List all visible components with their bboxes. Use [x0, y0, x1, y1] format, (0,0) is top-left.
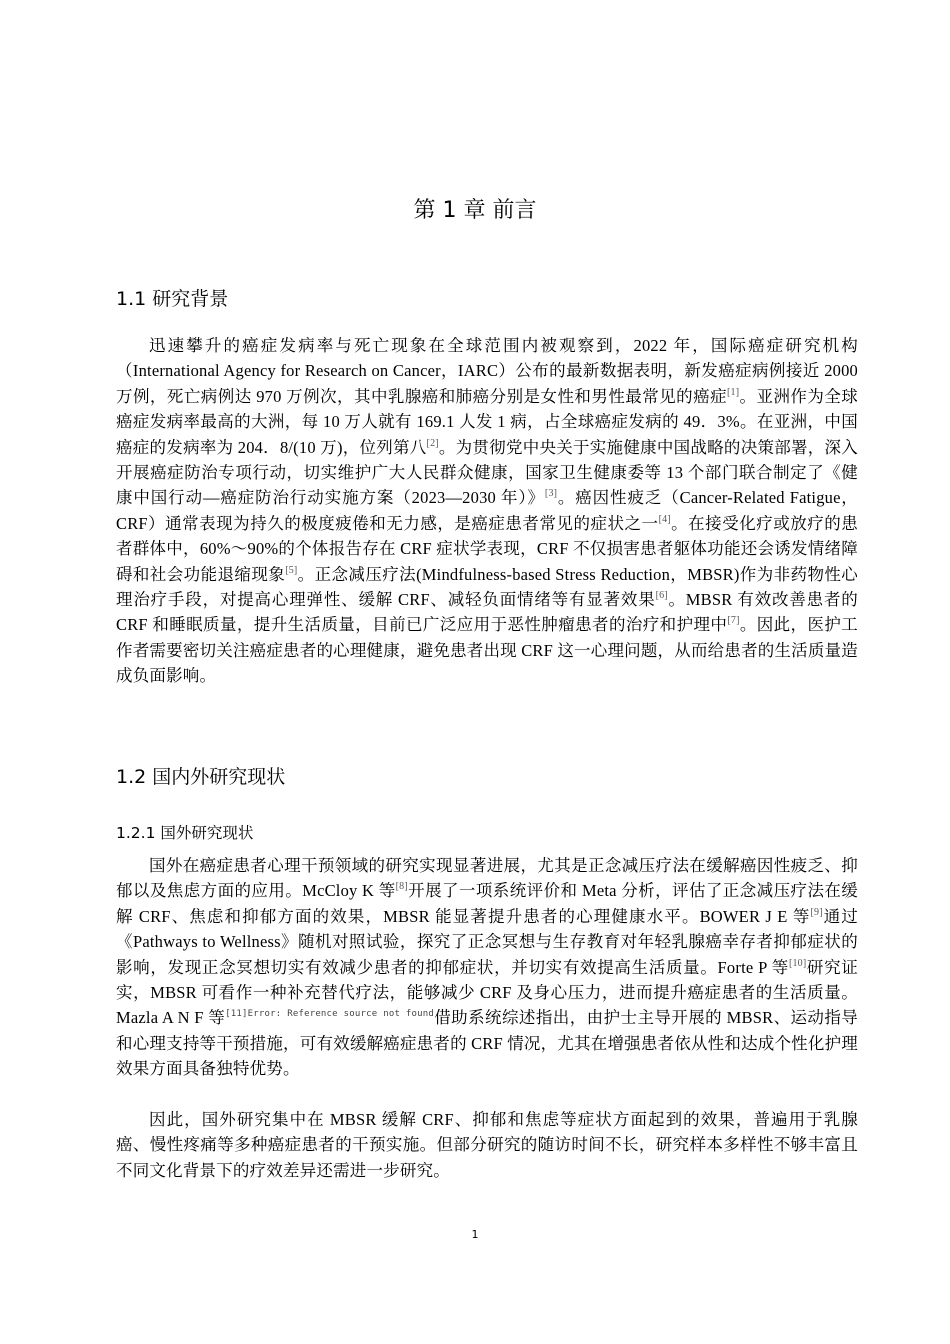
citation-marker[interactable]: [6]: [655, 590, 668, 602]
citation-marker[interactable]: [4]: [658, 513, 671, 525]
text-run: 。因此，医护工作者需要密切关注癌症患者的心理健康，避免患者出现 CRF 这一心理问题，从而给患者的生活质量造成负面影响。: [116, 615, 858, 686]
text-run: 迅速攀升的癌症发病率与死亡现象在全球范围内被观察到，2022 年，国际癌症研究机构（International Agency for Research on Cancer，IARC）公布的最新数据表明，新发癌症病例接近 2000 万例，死亡病例达 970 万例次，其中乳腺癌和肺癌分别是女性和男性最常见的癌症: [116, 336, 858, 406]
chapter-title: 第 1 章 前言: [413, 198, 537, 223]
citation-marker[interactable]: [7]: [727, 615, 740, 627]
text-run: 。亚洲作为全球癌症发病率最高的大洲，每 10 万人就有 169.1 人发 1 病，占全球癌症发病的 49．3%。在亚洲，中国癌症的发病率为 204．8/(10 万)，位列第八: [116, 386, 858, 457]
paragraph-research-background: [116, 333, 858, 689]
text-run: 。为贯彻党中央关于实施健康中国战略的决策部署，深入开展癌症防治专项行动，切实维护广大人民群众健康，国家卫生健康委等 13 个部门联合制定了《健康中国行动—癌症防治行动实施方案（2023—2030 年）》: [116, 437, 859, 508]
section-heading-research-status: 1.2 国内外研究现状: [116, 766, 286, 788]
citation-marker[interactable]: [3]: [544, 488, 558, 500]
citation-marker[interactable]: [8]: [395, 881, 408, 893]
text-run: 。在接受化疗或放疗的患者群体中，60%～90%的个体报告存在 CRF 症状学表现，CRF 不仅损害患者躯体功能还会诱发情绪障碍和社会功能退缩现象: [116, 513, 858, 584]
text-run: 借助系统综述指出，由护士主导开展的 MBSR、运动指导和心理支持等干预措施，可有效缓解癌症患者的 CRF 情况，尤其在增强患者依从性和达成个性化护理效果方面具备独特优势。: [116, 1008, 859, 1079]
text-run: 研究证实，MBSR 可看作一种补充替代疗法，能够减少 CRF 及身心压力，进而提升癌症患者的生活质量。Mazla A N F 等: [116, 957, 858, 1028]
citation-error-marker: [11]Error: Reference source not found: [225, 1009, 435, 1020]
paragraph-foreign-research: [116, 853, 858, 1082]
subsection-heading-foreign-research: 1.2.1 国外研究现状: [116, 824, 254, 842]
citation-marker[interactable]: [2]: [426, 437, 439, 449]
paragraph-foreign-research-summary: 因此，国外研究集中在 MBSR 缓解 CRF、抑郁和焦虑等症状方面起到的效果，普遍用于乳腺癌、慢性疼痛等多种癌症患者的干预实施。但部分研究的随访时间不长，研究样本多样性不够丰富且不同文化背景下的疗效差异还需进一步研究。: [116, 1110, 858, 1180]
citation-marker[interactable]: [10]: [788, 957, 807, 969]
text-run: 。癌因性疲乏（Cancer-Related Fatigue，CRF）通常表现为持久的极度疲倦和无力感，是癌症患者常见的症状之一: [116, 488, 859, 533]
text-run: 。正念减压疗法(Mindfulness-based Stress Reduction，MBSR)作为非药物性心理治疗手段，对提高心理弹性、缓解 CRF、减轻负面情绪等有显著效果: [116, 564, 859, 610]
text-run: 开展了一项系统评价和 Meta 分析，评估了正念减压疗法在缓解 CRF、焦虑和抑郁方面的效果，MBSR 能显著提升患者的心理健康水平。BOWER J E 等: [116, 881, 859, 926]
page-number: 1: [471, 1228, 479, 1241]
citation-marker[interactable]: [5]: [285, 564, 298, 576]
citation-marker[interactable]: [1]: [727, 386, 740, 398]
section-heading-research-background: 1.1 研究背景: [116, 288, 229, 310]
citation-marker[interactable]: [9]: [810, 906, 823, 918]
text-run: 通过《Pathways to Wellness》随机对照试验，探究了正念冥想与生存教育对年轻乳腺癌幸存者抑郁症状的影响，发现正念冥想切实有效减少患者的抑郁症状，并切实有效提高生活质量。Forte P 等: [116, 906, 858, 977]
text-run: 国外在癌症患者心理干预领域的研究实现显著进展，尤其是正念减压疗法在缓解癌因性疲乏、抑郁以及焦虑方面的应用。McCloy K 等: [116, 856, 858, 901]
text-run: 。MBSR 有效改善患者的 CRF 和睡眠质量，提升生活质量，目前已广泛应用于恶性肿瘤患者的治疗和护理中: [116, 590, 858, 635]
